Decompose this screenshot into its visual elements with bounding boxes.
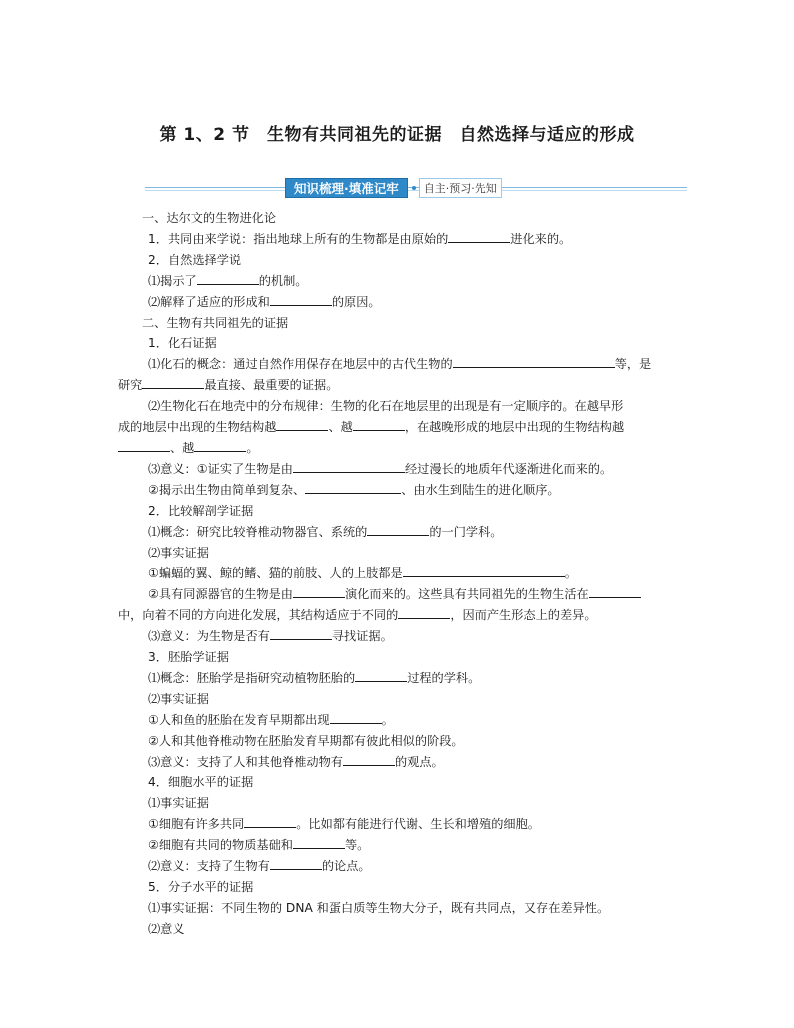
answer-blank[interactable] <box>343 754 395 766</box>
item-embryology-facts: ⑵事实证据 <box>148 691 209 706</box>
answer-blank[interactable] <box>293 461 405 473</box>
text-span: ⑶意义：①证实了生物是由 <box>148 461 293 476</box>
text-span: ，在越晚形成的地层中出现的生物结构越 <box>404 420 625 435</box>
text-span: 的一门学科。 <box>429 524 503 539</box>
text-span: ⑴化石的概念：通过自然作用保存在地层中的古代生物的 <box>148 357 453 372</box>
text-span: ⑴概念：胚胎学是指研究动植物胚胎的 <box>148 670 356 685</box>
answer-blank[interactable] <box>270 294 332 306</box>
item-embryology: 3．胚胎学证据 <box>148 650 229 665</box>
item-cell-fact-2 <box>118 835 688 856</box>
text-span: ①蝙蝠的翼、鲸的鳍、猫的前肢、人的上肢都是 <box>148 566 403 581</box>
item-cell: 4．细胞水平的证据 <box>148 775 254 790</box>
answer-blank[interactable] <box>448 231 510 243</box>
text-span: ②揭示出生物由简单到复杂、 <box>148 482 306 497</box>
item-fossil-meaning-2 <box>118 480 688 501</box>
item-fossil-distribution-end <box>118 438 688 459</box>
text-span: ②细胞有共同的物质基础和 <box>148 838 293 853</box>
text-span: 、越 <box>170 440 195 455</box>
text-span: 、越 <box>328 420 353 435</box>
text-span: 。 <box>381 712 394 727</box>
item-explain <box>118 292 688 313</box>
banner-sub-label: 自主·预习·先知 <box>419 178 502 198</box>
text-span: 研究 <box>118 378 143 393</box>
page-title: 第 1、2 节 生物有共同祖先的证据 自然选择与适应的形成 <box>159 125 635 145</box>
item-fossil-distribution: ⑵生物化石在地壳中的分布规律：生物的化石在地层里的出现是有一定顺序的。在越早形 <box>148 399 624 414</box>
text-span: ⑴揭示了 <box>148 273 197 288</box>
item-reveal <box>118 271 688 292</box>
text-span: 的机制。 <box>258 273 308 288</box>
text-span: 。 <box>564 566 577 581</box>
item-embryology-fact-2: ②人和其他脊椎动物在胚胎发育早期都有彼此相似的阶段。 <box>148 733 464 748</box>
text-span: 等，是 <box>614 357 652 372</box>
answer-blank[interactable] <box>293 586 345 598</box>
worksheet-body <box>118 208 688 940</box>
text-span: 等。 <box>345 838 370 853</box>
item-common-descent <box>118 229 688 250</box>
answer-blank[interactable] <box>453 356 615 368</box>
answer-blank[interactable] <box>293 837 345 849</box>
item-fossil-concept-cont <box>118 375 688 396</box>
item-anatomy-fact-2-cont <box>118 605 688 626</box>
answer-blank[interactable] <box>589 586 641 598</box>
item-anatomy-concept <box>118 522 688 543</box>
item-anatomy-facts: ⑵事实证据 <box>148 545 209 560</box>
text-span: ，因而产生形态上的差异。 <box>450 608 597 623</box>
banner-main-label: 知识梳理·填准记牢 <box>285 178 408 198</box>
item-embryology-concept <box>118 668 688 689</box>
answer-blank[interactable] <box>355 670 407 682</box>
text-span: 。 <box>246 440 259 455</box>
answer-blank[interactable] <box>305 482 401 494</box>
text-span: ①细胞有许多共同 <box>148 817 245 832</box>
text-span: 中，向着不同的方向进化发展，其结构适应于不同的 <box>118 608 399 623</box>
text-span: 成的地层中出现的生物结构越 <box>118 420 277 435</box>
item-cell-meaning <box>118 856 688 877</box>
text-span: ①人和鱼的胚胎在发育早期都出现 <box>148 712 330 727</box>
text-span: ⑵意义：支持了生物有 <box>148 859 270 874</box>
item-fossil-meaning <box>118 459 688 480</box>
item-anatomy-fact-1 <box>118 563 688 584</box>
answer-blank[interactable] <box>197 273 259 285</box>
answer-blank[interactable] <box>142 377 204 389</box>
text-span: 的论点。 <box>321 859 371 874</box>
item-fossil-concept <box>118 354 688 375</box>
answer-blank[interactable] <box>276 419 328 431</box>
text-span: 。比如都有能进行代谢、生长和增殖的细胞。 <box>296 817 540 832</box>
bullet-dot-icon <box>412 186 416 190</box>
text-span: ⑶意义：支持了人和其他脊椎动物有 <box>148 754 343 769</box>
heading-evidence: 二、生物有共同祖先的证据 <box>142 315 289 330</box>
text-span: 过程的学科。 <box>407 670 481 685</box>
heading-darwin: 一、达尔文的生物进化论 <box>142 211 277 225</box>
section-banner <box>145 178 687 198</box>
item-embryology-fact-1 <box>118 710 688 731</box>
item-anatomy-fact-2 <box>118 584 688 605</box>
answer-blank[interactable] <box>353 419 405 431</box>
item-molecular-facts: ⑴事实证据：不同生物的 DNA 和蛋白质等生物大分子，既有共同点，又存在差异性。 <box>148 900 610 915</box>
item-embryology-meaning <box>118 752 688 773</box>
item-molecular-meaning: ⑵意义 <box>148 921 185 936</box>
item-natural-selection: 2．自然选择学说 <box>148 252 242 267</box>
answer-blank[interactable] <box>330 712 382 724</box>
item-fossil-distribution-cont <box>118 417 688 438</box>
text-span: 进化来的。 <box>510 231 572 246</box>
answer-blank[interactable] <box>403 565 565 577</box>
text-span: 演化而来的。这些具有共同祖先的生物生活在 <box>345 587 589 602</box>
item-anatomy-meaning <box>118 626 688 647</box>
text-span: ⑴概念：研究比较脊椎动物器官、系统的 <box>148 524 368 539</box>
text-span: ⑶意义：为生物是否有 <box>148 629 270 644</box>
item-anatomy: 2．比较解剖学证据 <box>148 503 254 518</box>
item-fossil: 1．化石证据 <box>148 336 217 351</box>
text-span: 最直接、最重要的证据。 <box>204 378 339 393</box>
item-cell-fact-1 <box>118 814 688 835</box>
answer-blank[interactable] <box>244 816 296 828</box>
text-span: 、由水生到陆生的进化顺序。 <box>401 482 560 497</box>
item-cell-facts: ⑴事实证据 <box>148 796 209 811</box>
answer-blank[interactable] <box>270 858 322 870</box>
answer-blank[interactable] <box>367 524 429 536</box>
text-span: 寻找证据。 <box>331 629 393 644</box>
text-span: ⑵解释了适应的形成和 <box>148 294 270 309</box>
answer-blank[interactable] <box>270 628 332 640</box>
text-span: ②具有同源器官的生物是由 <box>148 587 293 602</box>
text-span: 的观点。 <box>395 754 444 769</box>
answer-blank[interactable] <box>398 607 450 619</box>
text-span: 经过漫长的地质年代逐渐进化而来的。 <box>405 461 613 476</box>
answer-blank[interactable] <box>194 440 246 452</box>
text-span: 的原因。 <box>331 294 381 309</box>
text-span: 1．共同由来学说：指出地球上所有的生物都是由原始的 <box>148 231 449 246</box>
item-molecular: 5．分子水平的证据 <box>148 880 254 894</box>
answer-blank[interactable] <box>118 440 170 452</box>
